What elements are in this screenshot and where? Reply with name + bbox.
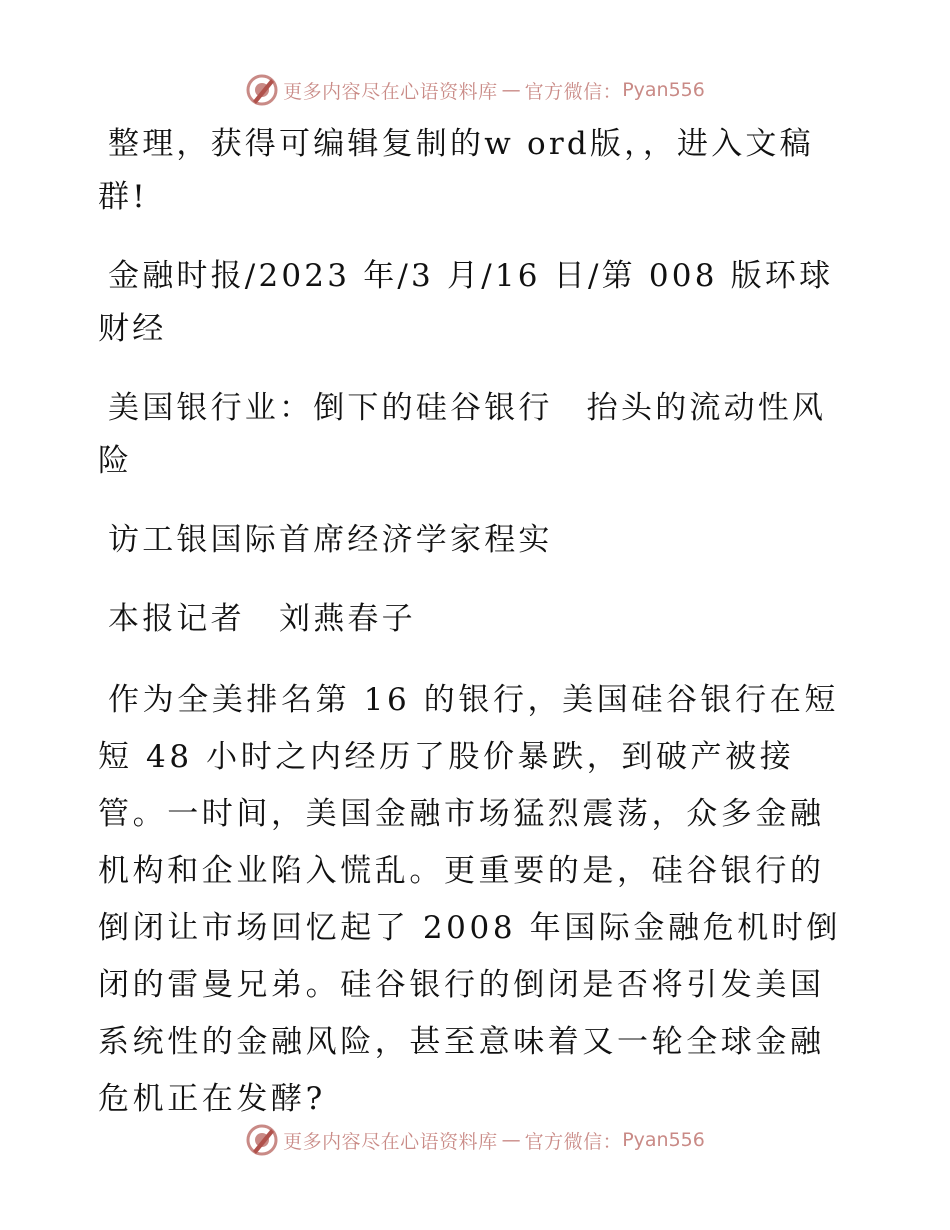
document-body: [98, 118, 858, 1154]
watermark-label: 官方微信：: [524, 1130, 623, 1153]
watermark-handle: Pyan556: [622, 79, 705, 101]
pen-logo-icon: [245, 73, 279, 107]
article-subtitle: 访工银国际首席经济学家程实: [108, 522, 553, 558]
watermark-text: 更多内容尽在心语资料库: [283, 1130, 498, 1153]
byline: 本报记者 刘燕春子: [108, 601, 416, 637]
footer-watermark: [0, 1120, 950, 1160]
watermark-separator: —: [501, 1129, 521, 1151]
source-line: 金融时报/2023 年/3 月/16 日/第 008 版环球财经: [98, 258, 834, 347]
watermark-text: 更多内容尽在心语资料库: [283, 80, 498, 103]
pen-logo-icon: [245, 1123, 279, 1157]
notice-paragraph: 整理，获得可编辑复制的w ord版，，进入文稿群!: [98, 126, 814, 215]
article-title: 美国银行业：倒下的硅谷银行 抬头的流动性风险: [98, 390, 827, 479]
watermark-handle: Pyan556: [622, 1129, 705, 1151]
header-watermark: [0, 70, 950, 110]
watermark-separator: —: [501, 79, 521, 101]
body-paragraph: 作为全美排名第 16 的银行，美国硅谷银行在短短 48 小时之内经历了股价暴跌，到破产被接管。一时间，美国金融市场猛烈震荡，众多金融机构和企业陷入慌乱。更重要的是，硅谷银行的倒闭让市场回忆起了 2008 年国际金融危机时倒闭的雷曼兄弟。硅谷银行的倒闭是否将引发美国系统性的金融风险，甚至意味着又一轮全球金融危机正在发酵?: [98, 682, 841, 1117]
watermark-label: 官方微信：: [524, 80, 623, 103]
